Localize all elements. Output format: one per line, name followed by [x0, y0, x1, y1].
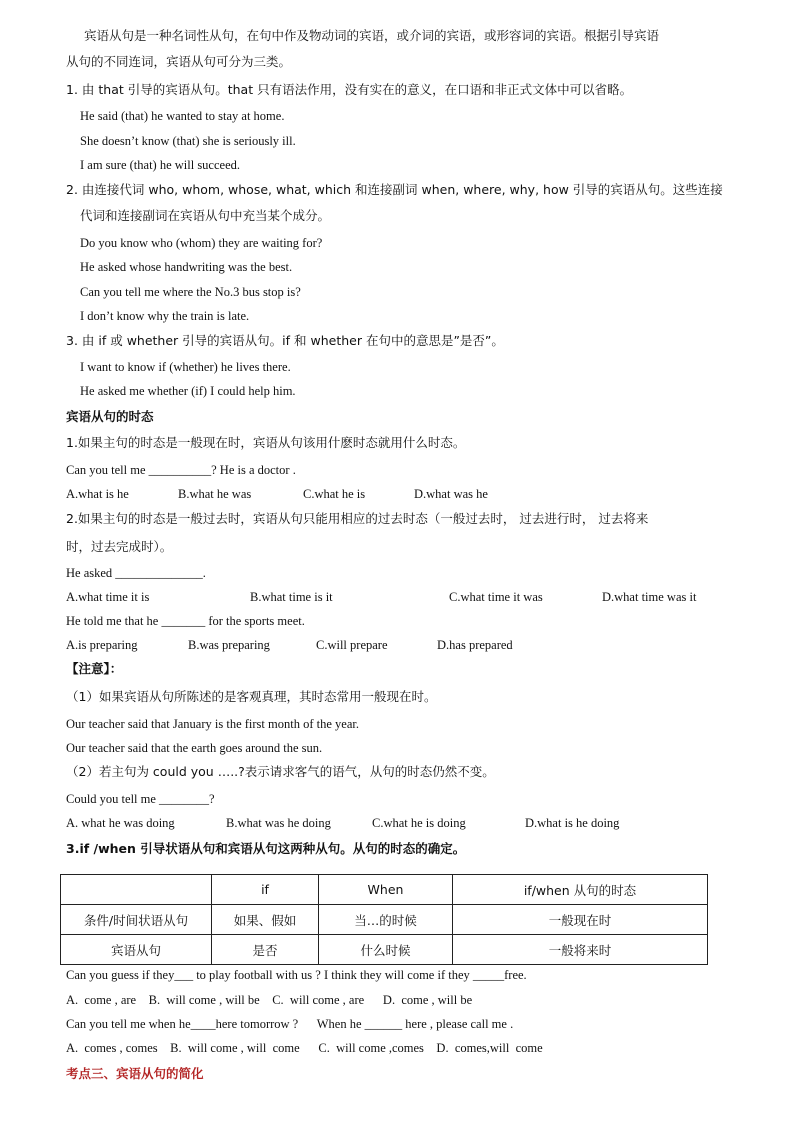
note-point-1: （1）如果宾语从句所陈述的是客观真理，其时态常用一般现在时。: [66, 689, 437, 704]
table-header-when: When: [319, 875, 453, 905]
question-5-stem: Can you guess if they___ to play football with us ? I think they will come if they _____free.: [66, 968, 527, 982]
note-point-2: （2）若主句为 could you …..?表示请求客气的语气，从句的时态仍然不变。: [66, 764, 495, 779]
table-cell: 宾语从句: [61, 935, 212, 965]
example-sentence: Can you tell me where the No.3 bus stop is?: [80, 285, 301, 299]
table-cell: 当…的时候: [319, 905, 453, 935]
tense-rule-2: 2.如果主句的时态是一般过去时，宾语从句只能用相应的过去时态（一般过去时， 过去进行时， 过去将来: [66, 511, 649, 526]
table-cell: 如果、假如: [212, 905, 319, 935]
option: D.what was he: [414, 487, 488, 501]
option: D.has prepared: [437, 638, 513, 652]
exam-point-3-heading: 考点三、宾语从句的简化: [66, 1066, 204, 1081]
example-sentence: I am sure (that) he will succeed.: [80, 158, 241, 172]
table-header-tense: if/when 从句的时态: [453, 875, 708, 905]
example-sentence: He asked whose handwriting was the best.: [80, 260, 293, 274]
tense-heading: 宾语从句的时态: [66, 409, 154, 424]
intro-line-1: 宾语从句是一种名词性从句，在句中作及物动词的宾语，或介词的宾语，或形容词的宾语。根据引导宾语: [84, 28, 660, 43]
table-cell: 是否: [212, 935, 319, 965]
type-1-title: 1. 由 that 引导的宾语从句。that 只有语法作用，没有实在的意义，在口语和非正式文体中可以省略。: [66, 82, 633, 97]
option: A.is preparing: [66, 638, 138, 652]
option: A.what is he: [66, 487, 129, 501]
option: C.what he is doing: [372, 816, 466, 830]
type-3-title: 3. 由 if 或 whether 引导的宾语从句。if 和 whether 在句中的意思是”是否”。: [66, 333, 504, 348]
option: D.what is he doing: [525, 816, 620, 830]
question-2-stem: He asked ______________.: [66, 566, 206, 580]
example-sentence: I don’t know why the train is late.: [80, 309, 250, 323]
option: B.what time is it: [250, 590, 333, 604]
tense-rule-1: 1.如果主句的时态是一般现在时，宾语从句该用什麽时态就用什么时态。: [66, 435, 466, 450]
example-sentence: She doesn’t know (that) she is seriously ill.: [80, 134, 296, 148]
example-sentence: I want to know if (whether) he lives there.: [80, 360, 291, 374]
option: B.what he was: [178, 487, 252, 501]
section-3-heading: 3.if /when 引导状语从句和宾语从句这两种从句。从句的时态的确定。: [66, 841, 466, 856]
table-row: [61, 905, 708, 935]
table-header-row: [61, 875, 708, 905]
question-3-stem: He told me that he _______ for the sports meet.: [66, 614, 305, 628]
option: C.what time it was: [449, 590, 543, 604]
tense-rule-2-cont: 时，过去完成时）。: [66, 539, 173, 554]
table-cell: [61, 875, 212, 905]
intro-line-2: 从句的不同连词，宾语从句可分为三类。: [66, 54, 292, 69]
table-cell: 一般现在时: [453, 905, 708, 935]
table-cell: 一般将来时: [453, 935, 708, 965]
option: D.what time was it: [602, 590, 697, 604]
type-2-title-cont: 代词和连接副词在宾语从句中充当某个成分。: [80, 208, 331, 223]
option: A.what time it is: [66, 590, 150, 604]
table-header-if: if: [212, 875, 319, 905]
table-cell: 条件/时间状语从句: [61, 905, 212, 935]
table-cell: 什么时候: [319, 935, 453, 965]
option: C.will prepare: [316, 638, 388, 652]
example-sentence: Do you know who (whom) they are waiting for?: [80, 236, 323, 250]
example-sentence: He said (that) he wanted to stay at home.: [80, 109, 285, 123]
table-row: [61, 935, 708, 965]
example-sentence: Our teacher said that January is the first month of the year.: [66, 717, 359, 731]
option: C.what he is: [303, 487, 366, 501]
note-title: 【注意】：: [66, 661, 123, 676]
type-2-title: 2. 由连接代词 who, whom, whose, what, which 和连接副词 when, where, why, how 引导的宾语从句。这些连接: [66, 182, 723, 197]
option: B.was preparing: [188, 638, 270, 652]
question-5-options: A. come , are B. will come , will be C. will come , are D. come , will be: [66, 993, 473, 1007]
question-6-options: A. comes , comes B. will come , will come C. will come ,comes D. comes,will come: [66, 1041, 543, 1055]
option: A. what he was doing: [66, 816, 175, 830]
question-6-stem: Can you tell me when he____here tomorrow ? When he ______ here , please call me .: [66, 1017, 514, 1031]
if-when-table: [60, 874, 708, 965]
question-4-stem: Could you tell me ________?: [66, 792, 215, 806]
option: B.what was he doing: [226, 816, 331, 830]
question-1-stem: Can you tell me __________? He is a doctor .: [66, 463, 296, 477]
example-sentence: He asked me whether (if) I could help him.: [80, 384, 296, 398]
example-sentence: Our teacher said that the earth goes around the sun.: [66, 741, 323, 755]
